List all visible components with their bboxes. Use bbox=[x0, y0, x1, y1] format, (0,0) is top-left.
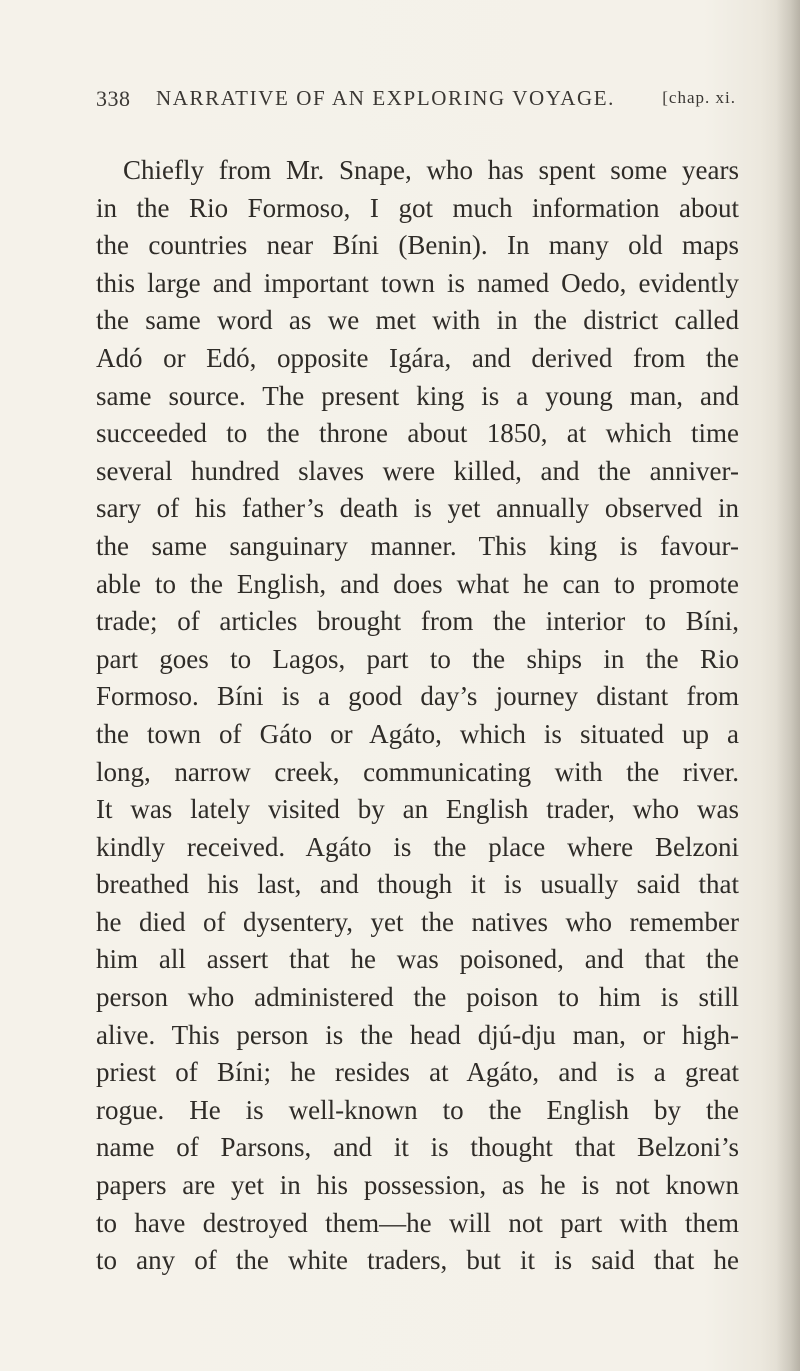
text-line: the town of Gáto or Agáto, which is situated up a bbox=[96, 718, 739, 749]
page-edge-shadow bbox=[776, 0, 800, 1371]
text-line: Chiefly from Mr. Snape, who has spent some years bbox=[123, 155, 739, 185]
text-line: person who administered the poison to him is still bbox=[96, 982, 739, 1013]
text-line: same source. The present king is a young man, and bbox=[96, 380, 739, 411]
text-line: succeeded to the throne about 1850, at which time bbox=[96, 418, 739, 449]
text-line: to any of the white traders, but it is said that he bbox=[96, 1245, 739, 1276]
text-line: to have destroyed them—he will not part with them bbox=[96, 1207, 739, 1238]
text-line: part goes to Lagos, part to the ships in the Rio bbox=[96, 643, 739, 674]
text-line: papers are yet in his possession, as he is not known bbox=[96, 1170, 739, 1201]
text-line: kindly received. Agáto is the place where Belzoni bbox=[96, 831, 739, 862]
text-line: him all assert that he was poisoned, and that the bbox=[96, 944, 739, 975]
text-line: sary of his father’s death is yet annually observed in bbox=[96, 493, 739, 524]
body-paragraph bbox=[96, 152, 739, 1280]
chapter-marker: [chap. xi. bbox=[662, 88, 736, 107]
text-line: this large and important town is named Oedo, evidently bbox=[96, 267, 739, 298]
page-number: 338 bbox=[96, 86, 131, 111]
text-line: several hundred slaves were killed, and the anniver- bbox=[96, 455, 739, 486]
text-line: Adó or Edó, opposite Igára, and derived from the bbox=[96, 342, 739, 373]
text-line: the same word as we met with in the district called bbox=[96, 305, 739, 336]
text-line: It was lately visited by an English trader, who was bbox=[96, 794, 739, 825]
text-line: the same sanguinary manner. This king is favour- bbox=[96, 530, 739, 561]
text-line: in the Rio Formoso, I got much information about bbox=[96, 192, 739, 223]
text-line: Formoso. Bíni is a good day’s journey distant from bbox=[96, 681, 739, 712]
text-line: rogue. He is well-known to the English by the bbox=[96, 1094, 739, 1125]
text-line: he died of dysentery, yet the natives who remember bbox=[96, 906, 739, 937]
text-line: priest of Bíni; he resides at Agáto, and is a great bbox=[96, 1057, 739, 1088]
text-line: alive. This person is the head djú-dju man, or high- bbox=[96, 1019, 739, 1050]
running-title: NARRATIVE OF AN EXPLORING VOYAGE. bbox=[156, 86, 616, 110]
text-line: name of Parsons, and it is thought that Belzoni’s bbox=[96, 1132, 739, 1163]
text-line: the countries near Bíni (Benin). In many old maps bbox=[96, 230, 739, 261]
running-head bbox=[96, 86, 736, 120]
text-line: breathed his last, and though it is usually said that bbox=[96, 869, 739, 900]
text-line: able to the English, and does what he can to promote bbox=[96, 568, 739, 599]
text-line: long, narrow creek, communicating with the river. bbox=[96, 756, 739, 787]
text-line: trade; of articles brought from the interior to Bíni, bbox=[96, 606, 739, 637]
